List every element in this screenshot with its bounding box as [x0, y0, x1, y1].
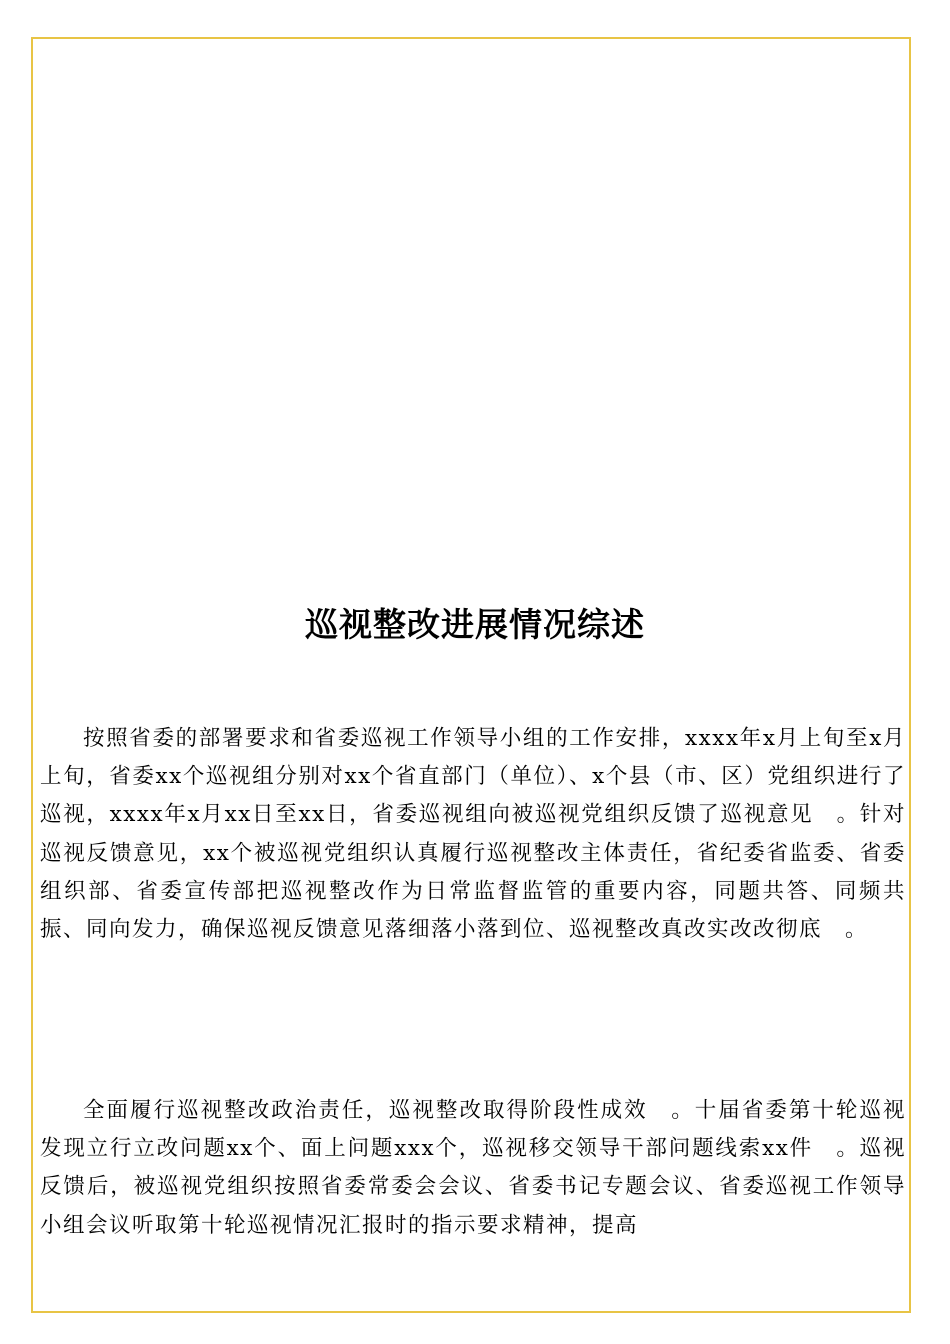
body-paragraph-2: 全面履行巡视整改政治责任，巡视整改取得阶段性成效 。十届省委第十轮巡视发现立行立改问题xx个、面上问题xxx个，巡视移交领导干部问题线索xx件 。巡视反馈后，被巡视党组织按照省委常委会会议、省委书记专题会议、省委巡视工作领导小组会议听取第十轮巡视情况汇报时的指示要求精神，提高	[40, 1098, 906, 1238]
document-title: 巡视整改进展情况综述	[305, 605, 645, 644]
body-paragraph-1: 按照省委的部署要求和省委巡视工作领导小组的工作安排，xxxx年x月上旬至x月上旬，省委xx个巡视组分别对xx个省直部门（单位）、x个县（市、区）党组织进行了巡视，xxxx年x月xx日至xx日，省委巡视组向被巡视党组织反馈了巡视意见 。针对巡视反馈意见，xx个被巡视党组织认真履行巡视整改主体责任，省纪委省监委、省委组织部、省委宣传部把巡视整改作为日常监督监管的重要内容，同题共答、同频共振、同向发力，确保巡视反馈意见落细落小落到位、巡视整改真改实改改彻底 。	[40, 726, 906, 943]
